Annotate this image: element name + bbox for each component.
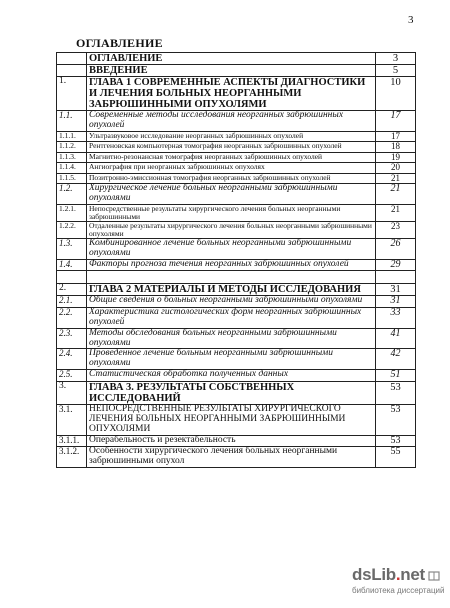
toc-entry-title: Операбельность и резектабельность <box>87 435 376 447</box>
toc-entry-number: 1.1.3. <box>57 152 87 162</box>
toc-entry-page: 21 <box>376 173 416 183</box>
toc-row <box>57 77 416 111</box>
toc-row <box>57 221 416 238</box>
toc-entry-title: Особенности хирургического лечения больных неорганными забрюшинными опухол <box>87 447 376 468</box>
toc-entry-title: ГЛАВА 2 МАТЕРИАЛЫ И МЕТОДЫ ИССЛЕДОВАНИЯ <box>87 284 376 296</box>
toc-entry-number: 3.1. <box>57 404 87 435</box>
toc-entry-title: Методы обследования больных неорганными забрюшинными опухолями <box>87 328 376 349</box>
toc-entry-page: 20 <box>376 163 416 173</box>
toc-entry-number: 2.1. <box>57 296 87 308</box>
toc-entry-number <box>57 53 87 65</box>
toc-entry-number: 1.1.1. <box>57 132 87 142</box>
toc-entry-title: Отдаленные результаты хирургического лечения больных неорганными забрюшинными опухолями <box>87 221 376 238</box>
toc-row <box>57 163 416 173</box>
toc-entry-title <box>87 271 376 284</box>
toc-entry-title: Комбинированное лечение больных неорганными забрюшинными опухолями <box>87 238 376 259</box>
toc-entry-page: 33 <box>376 307 416 328</box>
toc-entry-number: 2.2. <box>57 307 87 328</box>
toc-row <box>57 370 416 382</box>
toc-row <box>57 349 416 370</box>
toc-row <box>57 152 416 162</box>
watermark-subtitle: библиотека диссертаций <box>352 586 445 595</box>
watermark-logo: dsLib.net <box>352 565 425 584</box>
toc-row <box>57 53 416 65</box>
toc-entry-page: 23 <box>376 221 416 238</box>
toc-entry-title: ГЛАВА 3. РЕЗУЛЬТАТЫ СОБСТВЕННЫХ ИССЛЕДОВАНИЙ <box>87 381 376 404</box>
toc-row <box>57 259 416 271</box>
toc-entry-title: Современные методы исследования неорганных забрюшинных опухолей <box>87 111 376 132</box>
toc-row <box>57 142 416 152</box>
toc-entry-number: 1.2.1. <box>57 205 87 222</box>
toc-row <box>57 296 416 308</box>
toc-entry-page: 42 <box>376 349 416 370</box>
toc-entry-number: 1.3. <box>57 238 87 259</box>
toc-entry-number <box>57 271 87 284</box>
toc-row <box>57 307 416 328</box>
toc-entry-page: 53 <box>376 404 416 435</box>
toc-row <box>57 404 416 435</box>
toc-entry-title: Непосредственные результаты хирургического лечения больных неорганными забрюшинными <box>87 205 376 222</box>
toc-entry-title: Ультразвуковое исследование неорганных забрюшинных опухолей <box>87 132 376 142</box>
toc-entry-number: 1.2.2. <box>57 221 87 238</box>
toc-entry-page: 17 <box>376 111 416 132</box>
toc-entry-title: НЕПОСРЕДСТВЕННЫЕ РЕЗУЛЬТАТЫ ХИРУРГИЧЕСКОГО ЛЕЧЕНИЯ БОЛЬНЫХ НЕОРГАННЫМИ ЗАБРЮШИННЫМИ ОПУХОЛЯМИ <box>87 404 376 435</box>
toc-entry-number: 2.5. <box>57 370 87 382</box>
toc-entry-number: 2. <box>57 284 87 296</box>
toc-entry-number: 2.3. <box>57 328 87 349</box>
toc-entry-title: Рентгеновская компьютерная томография неорганных забрюшинных опухолей <box>87 142 376 152</box>
toc-row <box>57 111 416 132</box>
toc-entry-number: 1.1.4. <box>57 163 87 173</box>
toc-row <box>57 132 416 142</box>
toc-entry-page <box>376 271 416 284</box>
toc-entry-page: 19 <box>376 152 416 162</box>
book-icon <box>428 569 440 581</box>
toc-entry-page: 31 <box>376 296 416 308</box>
toc-entry-number: 1.1.2. <box>57 142 87 152</box>
toc-entry-title: Проведенное лечение больным неорганными забрюшинными опухолями <box>87 349 376 370</box>
toc-row <box>57 184 416 205</box>
toc-entry-page: 3 <box>376 53 416 65</box>
toc-entry-title: ВВЕДЕНИЕ <box>87 65 376 77</box>
toc-entry-title: Хирургическое лечение больных неорганными забрюшинными опухолями <box>87 184 376 205</box>
toc-entry-page: 53 <box>376 435 416 447</box>
page-number: 3 <box>408 14 414 26</box>
toc-entry-title: Статистическая обработка полученных данных <box>87 370 376 382</box>
toc-entry-page: 51 <box>376 370 416 382</box>
toc-row <box>57 381 416 404</box>
watermark <box>352 565 448 605</box>
toc-entry-title: ГЛАВА 1 СОВРЕМЕННЫЕ АСПЕКТЫ ДИАГНОСТИКИ И ЛЕЧЕНИЯ БОЛЬНЫХ НЕОРГАННЫМИ ЗАБРЮШИННЫМИ ОПУХОЛЯМИ <box>87 77 376 111</box>
toc-row <box>57 205 416 222</box>
toc-entry-page: 41 <box>376 328 416 349</box>
toc-entry-page: 10 <box>376 77 416 111</box>
toc-entry-title: Ангиография при неорганных забрюшинных опухолях <box>87 163 376 173</box>
toc-entry-title: Магнитно-резонансная томография неорганных забрюшинных опухолей <box>87 152 376 162</box>
toc-row <box>57 447 416 468</box>
toc-entry-title: Общие сведения о больных неорганными забрюшинными опухолями <box>87 296 376 308</box>
toc-entry-page: 5 <box>376 65 416 77</box>
toc-entry-page: 55 <box>376 447 416 468</box>
toc-entry-number: 3.1.1. <box>57 435 87 447</box>
toc-row <box>57 284 416 296</box>
toc-entry-number: 2.4. <box>57 349 87 370</box>
toc-entry-title: Факторы прогноза течения неорганных забрюшинных опухолей <box>87 259 376 271</box>
toc-entry-page: 29 <box>376 259 416 271</box>
toc-entry-page: 21 <box>376 205 416 222</box>
toc-entry-page: 31 <box>376 284 416 296</box>
toc-entry-number: 1.4. <box>57 259 87 271</box>
toc-entry-page: 21 <box>376 184 416 205</box>
toc-entry-number: 1.2. <box>57 184 87 205</box>
toc-entry-page: 53 <box>376 381 416 404</box>
toc-entry-page: 18 <box>376 142 416 152</box>
toc-table <box>56 52 416 468</box>
toc-row <box>57 271 416 284</box>
toc-row <box>57 238 416 259</box>
toc-entry-number: 1.1. <box>57 111 87 132</box>
toc-row <box>57 65 416 77</box>
toc-entry-number: 3. <box>57 381 87 404</box>
toc-entry-number: 1.1.5. <box>57 173 87 183</box>
toc-entry-title: Позитронно-эмиссионная томография неорганных забрюшинных опухолей <box>87 173 376 183</box>
toc-entry-title: ОГЛАВЛЕНИЕ <box>87 53 376 65</box>
toc-row <box>57 328 416 349</box>
toc-entry-number: 1. <box>57 77 87 111</box>
toc-entry-page: 17 <box>376 132 416 142</box>
toc-entry-number: 3.1.2. <box>57 447 87 468</box>
toc-entry-page: 26 <box>376 238 416 259</box>
page-heading: ОГЛАВЛЕНИЕ <box>76 36 163 50</box>
toc-entry-title: Характеристика гистологических форм неорганных забрюшинных опухолей <box>87 307 376 328</box>
toc-entry-number <box>57 65 87 77</box>
